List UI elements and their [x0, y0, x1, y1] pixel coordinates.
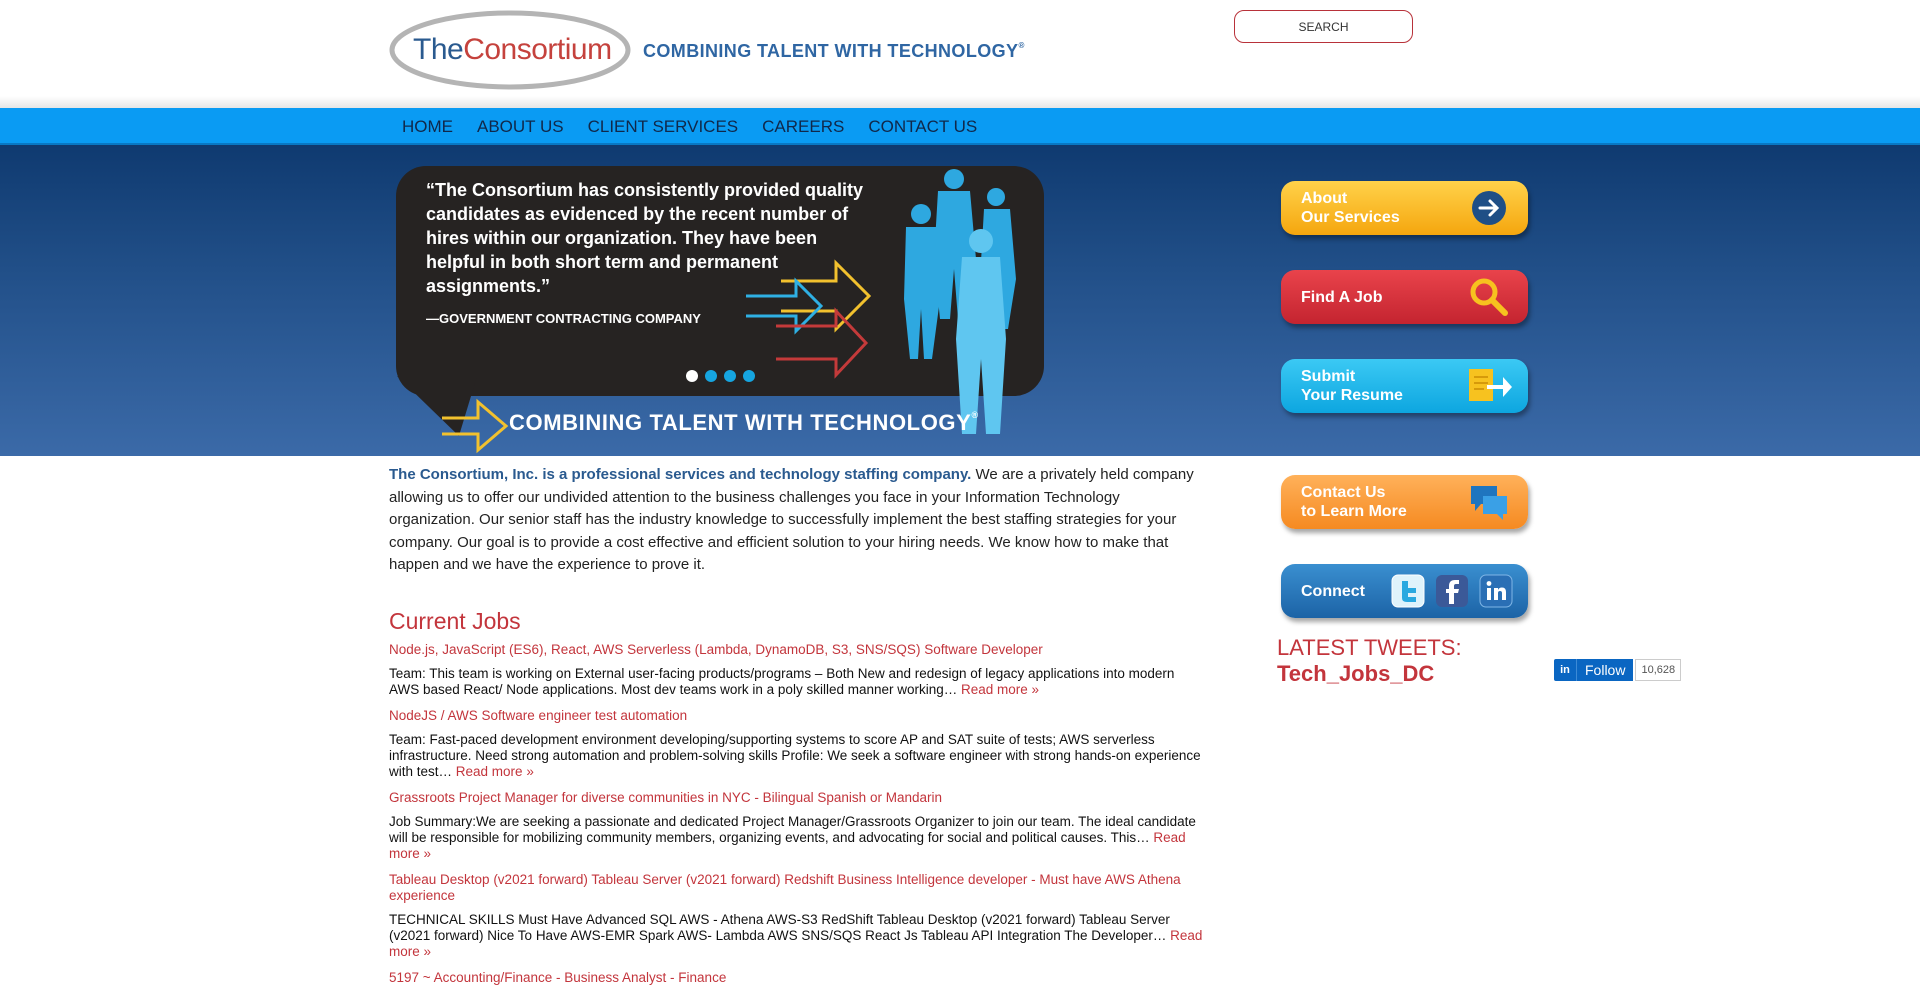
testimonial-attribution: —GOVERNMENT CONTRACTING COMPANY: [426, 311, 701, 326]
search-placeholder: SEARCH: [1298, 19, 1349, 34]
registered-mark: ®: [1018, 41, 1025, 50]
submit-your-resume-button[interactable]: [1281, 359, 1528, 413]
connect-button[interactable]: [1281, 564, 1528, 618]
nav-item-home[interactable]: HOME: [402, 117, 453, 136]
contact-us-button[interactable]: [1281, 475, 1528, 529]
nav-item-about-us[interactable]: ABOUT US: [477, 117, 564, 136]
read-more-link[interactable]: Read more »: [455, 764, 534, 779]
nav-item-careers[interactable]: CAREERS: [762, 117, 845, 136]
submit-button-label: Submit Your Resume: [1301, 368, 1403, 404]
testimonial-slide: [396, 166, 1048, 456]
intro-body: We are a privately held company allowing us to offer our undivided attention to the business challenges you face in your Information Technology organization. Our senior staff has the industry knowledge to successfully implement the best staffing strategies for your company. Our goal is to provide a cost effective and efficient solution to your hiring needs. We know how to make that happen and we have the experience to prove it.: [389, 466, 1194, 574]
job-title-link[interactable]: NodeJS / AWS Software engineer test automation: [389, 708, 688, 723]
job-title-link[interactable]: Tableau Desktop (v2021 forward) Tableau Server (v2021 forward) Redshift Business Intelligence developer - Must have AWS Athena experience: [389, 872, 1181, 903]
job-item: [389, 970, 1204, 986]
logo-tagline-text: COMBINING TALENT WITH TECHNOLOGY: [643, 41, 1019, 61]
slide-dot-2[interactable]: [705, 370, 717, 382]
job-description: [389, 912, 1204, 960]
logo-wordmark: [413, 33, 612, 67]
yellow-arrow-icon: [440, 398, 510, 454]
job-item: [389, 872, 1204, 960]
find-a-job-button[interactable]: [1281, 270, 1528, 324]
job-item: [389, 790, 1204, 862]
linkedin-follower-count: 10,628: [1635, 659, 1681, 681]
slide-pager: [686, 370, 755, 382]
job-description: [389, 732, 1204, 780]
linkedin-logo-icon: in: [1554, 659, 1576, 681]
slide-dot-1[interactable]: [686, 370, 698, 382]
slide-tagline: [509, 410, 979, 436]
logo-consortium: Consortium: [463, 33, 612, 66]
job-description-text: Job Summary:We are seeking a passionate and dedicated Project Manager/Grassroots Organizer to join our team. The ideal candidate will be responsible for mobilizing community members, organizing events, and advocating for social and political causes. This…: [389, 814, 1196, 845]
logo-tagline: [643, 41, 1025, 62]
intro-lead: The Consortium, Inc. is a professional services and technology staffing company.: [389, 466, 972, 483]
magnifier-icon: [1469, 277, 1509, 317]
testimonial-quote: “The Consortium has consistently provided quality candidates as evidenced by the recent number of hires within our organization. They have been helpful in both short term and permanent assignments.”: [426, 180, 864, 296]
job-description-text: Team: Fast-paced development environment developing/supporting systems to score AP and SAT suite of tests; AWS serverless infrastructure. Need strong automation and problem-solving skills Profile: We seek a software engineer with strong hands-on experience with test…: [389, 732, 1201, 779]
about-button-label: About Our Services: [1301, 190, 1400, 226]
read-more-link[interactable]: Read more »: [389, 928, 1203, 959]
job-description-text: Team: This team is working on External user-facing products/programs – Both New and redesign of legacy applications into modern AWS based React/ Node applications. Most dev teams work in a poly skilled manner working…: [389, 666, 1175, 697]
twitter-icon[interactable]: [1391, 574, 1425, 608]
slide-registered-mark: ®: [971, 410, 979, 420]
about-our-services-button[interactable]: [1281, 181, 1528, 235]
latest-tweets-heading: LATEST TWEETS:: [1277, 635, 1462, 660]
connect-button-label: Connect: [1301, 583, 1365, 600]
header: [0, 0, 1920, 108]
nav-item-contact-us[interactable]: CONTACT US: [868, 117, 978, 136]
chat-bubbles-icon: [1467, 482, 1511, 522]
main-nav: [0, 108, 1920, 145]
people-illustration: [896, 169, 1046, 439]
job-item: [389, 708, 1204, 780]
document-arrow-icon: [1467, 367, 1513, 405]
search-input[interactable]: [1234, 10, 1413, 43]
contact-button-label: Contact Us to Learn More: [1301, 484, 1407, 520]
job-description: [389, 814, 1204, 862]
arrows-illustration: [741, 251, 881, 381]
facebook-icon[interactable]: [1435, 574, 1469, 608]
linkedin-follow-label: Follow: [1576, 659, 1633, 681]
slide-tagline-text: COMBINING TALENT WITH TECHNOLOGY: [509, 410, 972, 435]
job-item: [389, 642, 1204, 698]
job-title-link[interactable]: Node.js, JavaScript (ES6), React, AWS Serverless (Lambda, DynamoDB, S3, SNS/SQS) Software Developer: [389, 642, 1043, 657]
job-title-link[interactable]: 5197 ~ Accounting/Finance - Business Analyst - Finance: [389, 970, 727, 985]
job-description-text: TECHNICAL SKILLS Must Have Advanced SQL AWS - Athena AWS-S3 RedShift Tableau Desktop (v2021 forward) Tableau Server (v2021 forward) Nice To Have AWS-EMR Spark AWS- Lambda AWS SNS/SQS React Js Tableau API Integration The Developer…: [389, 912, 1171, 943]
arrow-right-icon: [1471, 190, 1507, 226]
header-shadow: [0, 96, 1920, 108]
read-more-link[interactable]: Read more »: [389, 830, 1186, 861]
current-jobs-heading: Current Jobs: [389, 608, 521, 634]
linkedin-follow-button[interactable]: [1554, 659, 1681, 681]
logo-the: The: [413, 33, 464, 66]
job-description: [389, 666, 1204, 698]
job-list: [389, 642, 1204, 986]
twitter-handle-link[interactable]: Tech_Jobs_DC: [1277, 661, 1435, 686]
logo[interactable]: [389, 9, 1049, 91]
read-more-link[interactable]: Read more »: [961, 682, 1040, 697]
intro-paragraph: [389, 464, 1205, 577]
slide-dot-3[interactable]: [724, 370, 736, 382]
find-button-label: Find A Job: [1301, 289, 1383, 306]
slide-dot-4[interactable]: [743, 370, 755, 382]
job-title-link[interactable]: Grassroots Project Manager for diverse communities in NYC - Bilingual Spanish or Mandarin: [389, 790, 942, 805]
linkedin-icon[interactable]: [1479, 574, 1513, 608]
nav-item-client-services[interactable]: CLIENT SERVICES: [587, 117, 739, 136]
